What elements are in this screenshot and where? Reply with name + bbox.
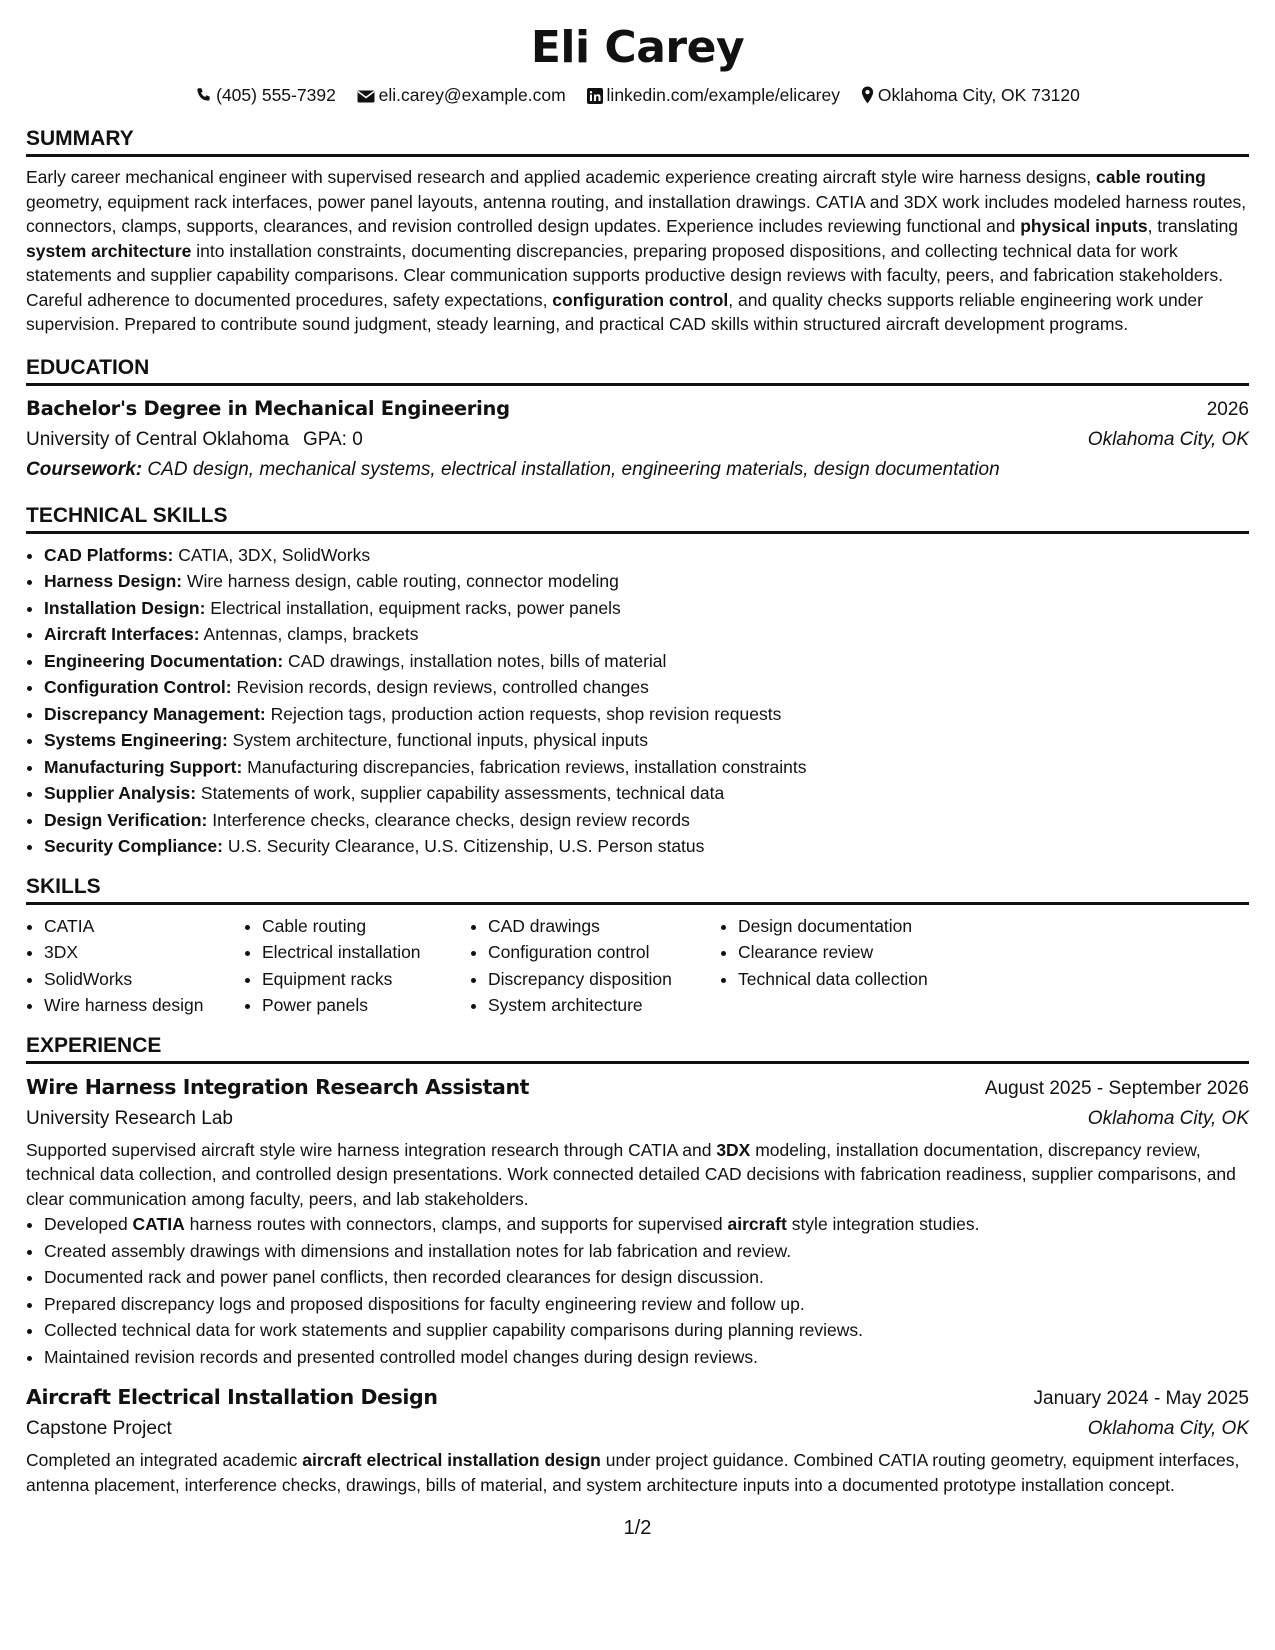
education-section <box>26 355 1249 485</box>
coursework <box>26 455 1249 485</box>
skills-heading: SKILLS <box>26 874 1249 905</box>
job-dates: January 2024 - May 2025 <box>1033 1388 1249 1409</box>
job-org-row <box>26 1104 1249 1134</box>
list-item: • Discrepancy Management: Rejection tags, production action requests, shop revision requests <box>44 701 1249 728</box>
skills-section <box>26 874 1249 1019</box>
list-item: • CAD drawings <box>488 913 720 940</box>
list-item: • Aircraft Interfaces: Antennas, clamps, brackets <box>44 621 1249 648</box>
phone-text: (405) 555-7392 <box>216 85 336 105</box>
education-degree-row <box>26 394 1249 425</box>
skills-column-4 <box>720 913 998 1019</box>
list-item: • Created assembly drawings with dimensions and installation notes for lab fabrication and review. <box>44 1238 1249 1265</box>
list-item: • Harness Design: Wire harness design, cable routing, connector modeling <box>44 568 1249 595</box>
education-heading: EDUCATION <box>26 355 1249 386</box>
technical-skills-heading: TECHNICAL SKILLS <box>26 503 1249 534</box>
technical-skills-section <box>26 503 1249 860</box>
school-location: Oklahoma City, OK <box>1087 428 1249 450</box>
contact-email[interactable] <box>357 84 566 106</box>
location-text: Oklahoma City, OK 73120 <box>877 85 1080 105</box>
skills-column-1 <box>26 913 244 1019</box>
experience-section <box>26 1033 1249 1498</box>
list-item: • Discrepancy disposition <box>488 966 720 993</box>
list-item: • CAD Platforms: CATIA, 3DX, SolidWorks <box>44 542 1249 569</box>
list-item: • SolidWorks <box>44 966 244 993</box>
job-description: Completed an integrated academic aircraft electrical installation design under project guidance. Combined CATIA routing geometry, equipment interfaces, antenna placement, interference checks, drawings, bills of material, and system architecture inputs into a documented prototype installation concept. <box>26 1450 1240 1495</box>
linkedin-icon <box>587 88 603 104</box>
candidate-name: Eli Carey <box>530 22 745 73</box>
list-item: • System architecture <box>488 992 720 1019</box>
education-school-row <box>26 425 1249 455</box>
skills-column-2 <box>244 913 470 1019</box>
list-item: • Electrical installation <box>262 939 470 966</box>
list-item: • Design Verification: Interference checks, clearance checks, design review records <box>44 807 1249 834</box>
list-item: • 3DX <box>44 939 244 966</box>
graduation-year: 2026 <box>1206 398 1249 420</box>
email-text: eli.carey@example.com <box>378 85 566 105</box>
list-item: • Engineering Documentation: CAD drawings, installation notes, bills of material <box>44 648 1249 675</box>
degree-name: Bachelor's Degree in Mechanical Engineering <box>26 396 510 420</box>
list-item: • Cable routing <box>262 913 470 940</box>
page-number: 1/2 <box>623 1517 652 1539</box>
contact-phone[interactable] <box>195 84 336 106</box>
envelope-icon <box>357 89 375 104</box>
list-item: • Maintained revision records and presented controlled model changes during design reviews. <box>44 1344 1249 1371</box>
school-name: University of Central Oklahoma <box>26 428 289 450</box>
list-item: • Developed CATIA harness routes with connectors, clamps, and supports for supervised aircraft style integration studies. <box>44 1211 1249 1238</box>
summary-section <box>26 126 1249 337</box>
list-item: • Wire harness design <box>44 992 244 1019</box>
job-header-row <box>26 1072 1249 1104</box>
job-location: Oklahoma City, OK <box>1087 1107 1249 1129</box>
contact-location <box>861 84 1080 106</box>
summary-text: Early career mechanical engineer with supervised research and applied academic experience creating aircraft style wire harness designs, cable routing geometry, equipment rack interfaces, power panel layouts, antenna routing, and installation drawings. CATIA and 3DX work includes modeled harness routes, connectors, clamps, supports, clearances, and revision controlled design updates. Experience includes reviewing functional and physical inputs, translating system architecture into installation constraints, documenting discrepancies, preparing proposed dispositions, and collecting technical data for work statements and supplier capability comparisons. Clear communication supports productive design reviews with faculty, peers, and fabrication stakeholders. Careful adherence to documented procedures, safety expectations, configuration control, and quality checks supports reliable engineering work under supervision. Prepared to contribute sound judgment, steady learning, and practical CAD skills within structured aircraft development programs. <box>26 167 1247 334</box>
list-item: • Collected technical data for work statements and supplier capability comparisons during planning reviews. <box>44 1317 1249 1344</box>
linkedin-text: linkedin.com/example/elicarey <box>606 85 840 105</box>
technical-skills-list <box>26 542 1249 860</box>
list-item: • CATIA <box>44 913 244 940</box>
job-title: Wire Harness Integration Research Assistant <box>26 1074 530 1099</box>
map-pin-icon <box>861 86 874 104</box>
list-item: • Prepared discrepancy logs and proposed dispositions for faculty engineering review and follow up. <box>44 1291 1249 1318</box>
list-item: • Clearance review <box>738 939 998 966</box>
job-org: University Research Lab <box>26 1107 233 1129</box>
contact-bar <box>26 84 1249 106</box>
list-item: • Technical data collection <box>738 966 998 993</box>
skills-column-3 <box>470 913 720 1019</box>
job-bullets <box>26 1211 1249 1370</box>
list-item: • Systems Engineering: System architecture, functional inputs, physical inputs <box>44 727 1249 754</box>
experience-heading: EXPERIENCE <box>26 1033 1249 1064</box>
job-location: Oklahoma City, OK <box>1087 1418 1249 1439</box>
job-header-row <box>26 1382 1249 1414</box>
list-item: • Power panels <box>262 992 470 1019</box>
job-entry <box>26 1382 1249 1497</box>
school-info <box>26 425 363 455</box>
job-entry <box>26 1072 1249 1371</box>
job-title: Aircraft Electrical Installation Design <box>26 1385 438 1409</box>
list-item: • Design documentation <box>738 913 998 940</box>
list-item: • Documented rack and power panel conflicts, then recorded clearances for design discussion. <box>44 1264 1249 1291</box>
summary-heading: SUMMARY <box>26 126 1249 157</box>
list-item: • Manufacturing Support: Manufacturing discrepancies, fabrication reviews, installation constraints <box>44 754 1249 781</box>
job-org-row <box>26 1414 1249 1444</box>
list-item: • Equipment racks <box>262 966 470 993</box>
list-item: • Installation Design: Electrical installation, equipment racks, power panels <box>44 595 1249 622</box>
list-item: • Security Compliance: U.S. Security Clearance, U.S. Citizenship, U.S. Person status <box>44 833 1249 860</box>
list-item: • Supplier Analysis: Statements of work, supplier capability assessments, technical data <box>44 780 1249 807</box>
job-org: Capstone Project <box>26 1418 172 1439</box>
list-item: • Configuration control <box>488 939 720 966</box>
job-description: Supported supervised aircraft style wire harness integration research through CATIA and 3DX modeling, installation documentation, discrepancy review, technical data collection, and controlled design presentations. Work connected detailed CAD decisions with fabrication readiness, supplier comparisons, and clear communication among faculty, peers, and lab stakeholders. <box>26 1139 1236 1209</box>
gpa: GPA: 0 <box>302 428 363 450</box>
skills-grid <box>26 913 1249 1019</box>
resume-page <box>26 20 1249 1497</box>
coursework-text: CAD design, mechanical systems, electrical installation, engineering materials, design documentation <box>142 458 1000 480</box>
contact-linkedin[interactable] <box>587 84 840 106</box>
coursework-label: Coursework: <box>26 458 143 480</box>
list-item: • Configuration Control: Revision records, design reviews, controlled changes <box>44 674 1249 701</box>
phone-icon <box>195 87 212 104</box>
job-dates: August 2025 - September 2026 <box>984 1077 1249 1099</box>
